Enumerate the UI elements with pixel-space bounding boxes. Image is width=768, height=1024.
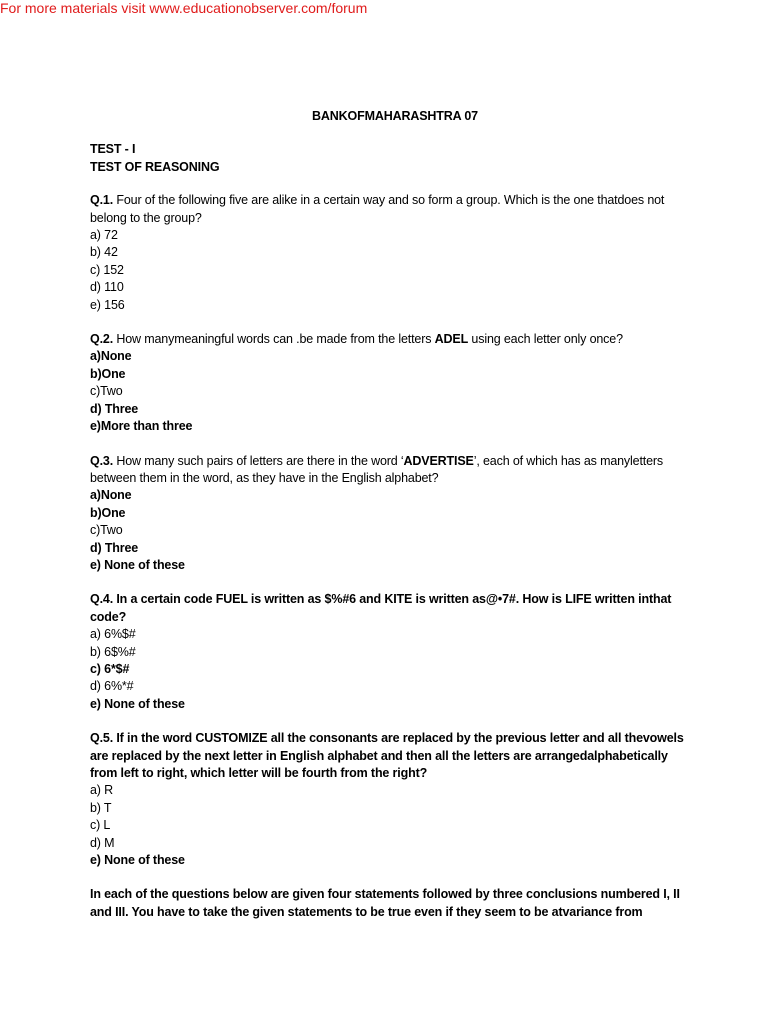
question-2 [90,331,690,435]
option-b: b)One [90,366,126,381]
option-a: a)None [90,349,132,364]
question-1 [90,192,690,314]
test-label: TEST - I [90,142,136,157]
keyword: ADVERTISE [403,453,474,468]
test-heading [90,141,690,176]
option-a: a) R [90,783,114,798]
option-c: c)Two [90,384,123,399]
option-d: d) 6%*# [90,679,134,694]
question-text [90,453,690,488]
option-b: b) 6$%# [90,644,136,659]
question-text-part: In a certain code [113,592,216,607]
test-name: TEST OF REASONING [90,159,220,174]
code-value: @•7# [485,592,516,607]
keyword: KITE [384,592,413,607]
forum-link[interactable]: For more materials visit www.educationobserver.com/forum [0,0,368,16]
question-text-part: If in the word [113,731,196,746]
question-text-part: is written as [247,592,325,607]
question-text-part: is written as [412,592,486,607]
question-text-part: ’, each of which has as manyletters between them in the word, as they have in the English alphabet? [90,453,664,485]
question-text-part: using each letter only once? [468,332,623,347]
option-e: e) 156 [90,297,125,312]
option-c: c) 6*$# [90,661,130,676]
document-title: BANKOFMAHARASHTRA 07 [312,109,478,123]
option-c: c) 152 [90,262,124,277]
question-text-part: . How is [515,592,566,607]
option-d: d) Three [90,540,139,555]
question-text [90,591,690,626]
option-b: b) T [90,800,112,815]
section-instructions: In each of the questions below are given four statements followed by three conclusions numbered I, II and III. You have to take the given statements to be true even if they seem to be atvariance from [90,887,680,919]
question-3 [90,453,690,575]
code-value: $%#6 [324,592,356,607]
option-e: e) None of these [90,853,185,868]
question-text [90,730,690,782]
option-e: e) None of these [90,557,185,572]
option-c: c)Two [90,523,123,538]
question-text-part: and [355,592,385,607]
question-text [90,331,690,348]
question-text-part: Four of the following five are alike in a certain way and so form a group. Which is the one thatdoes not belong to the group? [90,193,665,225]
option-a: a)None [90,488,132,503]
option-d: d) Three [90,401,139,416]
question-4 [90,591,690,713]
question-5 [90,730,690,869]
option-b: b)One [90,505,126,520]
question-number: Q.5. [90,731,114,746]
option-e: e) None of these [90,696,185,711]
keyword: FUEL [215,592,248,607]
option-c: c) L [90,818,111,833]
option-d: d) 110 [90,280,124,295]
keyword: CUSTOMIZE [195,731,268,746]
option-d: d) M [90,835,115,850]
question-text-part: How manymeaningful words can .be made from the letters [113,332,435,347]
question-number: Q.1. [90,193,114,208]
option-a: a) 6%$# [90,627,136,642]
document-body [90,108,690,921]
question-text [90,192,690,227]
question-text-part: written inthat code? [90,592,672,624]
question-number: Q.3. [90,453,114,468]
question-number: Q.2. [90,332,114,347]
question-text-part: How many such pairs of letters are there in the word ‘ [113,453,404,468]
keyword: ADEL [434,332,469,347]
option-e: e)More than three [90,419,193,434]
option-b: b) 42 [90,245,118,260]
question-text-part: all the consonants are replaced by the previous letter and all thevowels are replaced by the next letter in English alphabet and then all the letters are arrangedalphabetically from left to right, which letter will be fourth from the right? [90,731,684,780]
keyword: LIFE [565,592,592,607]
option-a: a) 72 [90,228,118,243]
question-number: Q.4. [90,592,114,607]
